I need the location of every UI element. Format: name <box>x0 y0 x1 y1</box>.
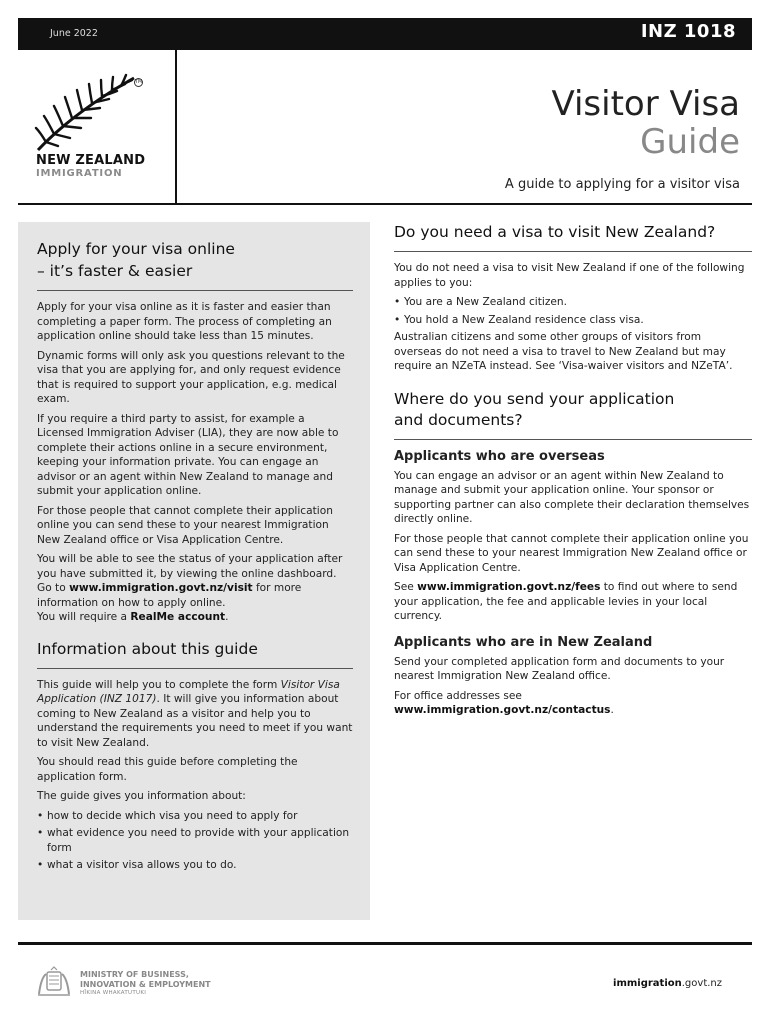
logo-new-zealand: NEW ZEALAND <box>36 153 146 168</box>
text: . <box>610 704 614 716</box>
mbie-logo <box>36 966 246 998</box>
list-item: • You hold a New Zealand residence class visa. <box>394 313 752 328</box>
paragraph: You can engage an advisor or an agent within New Zealand to manage and submit your application online. Your sponsor or supporting partner can also complete their declaration themselves directly online. <box>394 469 750 525</box>
visit-link[interactable]: www.immigration.govt.nz/visit <box>69 582 253 594</box>
header-divider <box>175 50 177 204</box>
site-rest: .govt.nz <box>681 978 722 989</box>
fees-link[interactable]: www.immigration.govt.nz/fees <box>417 581 601 593</box>
mbie-line3: HĪKINA WHAKATUTUKI <box>80 990 147 996</box>
paragraph: Apply for your visa online as it is faster and easier than completing a paper form. The process of completing an application online should take less than 15 minutes. <box>37 301 332 342</box>
paragraph: For those people that cannot complete their application online you can send these to your nearest Immigration New Zealand office or Visa Application Centre. <box>394 532 749 574</box>
title-guide: Guide <box>640 122 740 162</box>
form-code: INZ 1018 <box>640 21 736 42</box>
coat-of-arms-icon <box>36 966 72 998</box>
text: for more information on how to apply online. <box>37 582 302 609</box>
header-rule <box>18 203 752 205</box>
text: . It will give you information about coming to New Zealand as a visitor and help you to understand the requirements you need to meet if you want to visit New Zealand. <box>37 693 353 749</box>
list-item: • how to decide which visa you need to apply for <box>37 809 353 824</box>
logo-immigration: IMMIGRATION <box>36 168 123 179</box>
text: You will require a <box>37 611 131 623</box>
paragraph <box>37 552 353 625</box>
apply-heading-line2: – it’s faster & easier <box>37 262 193 280</box>
title-visitor-visa: Visitor Visa <box>551 84 740 124</box>
apply-heading-line1: Apply for your visa online <box>37 240 235 258</box>
divider <box>394 439 752 440</box>
subtitle: A guide to applying for a visitor visa <box>504 177 740 192</box>
trademark-mark: TM <box>135 79 143 85</box>
mbie-line1: MINISTRY OF BUSINESS, <box>80 970 189 979</box>
header-bar <box>18 18 752 50</box>
list-item: • what evidence you need to provide with your application form <box>37 826 353 855</box>
silver-fern-icon <box>34 72 144 152</box>
realme-account: RealMe account <box>130 611 226 623</box>
overseas-subheading: Applicants who are overseas <box>394 448 605 464</box>
info-guide-heading: Information about this guide <box>37 639 258 658</box>
divider <box>37 290 353 291</box>
divider <box>394 251 752 252</box>
paragraph: You should read this guide before completing the application form. <box>37 756 298 783</box>
paragraph <box>394 580 752 624</box>
text: . <box>225 611 229 623</box>
paragraph: Dynamic forms will only ask you questions relevant to the visa that you are applying for, and only request evidence that is required to support your application, e.g. medical exam. <box>37 349 345 405</box>
mbie-line2: INNOVATION & EMPLOYMENT <box>80 980 211 989</box>
nz-immigration-logo <box>34 72 154 182</box>
contactus-link[interactable]: www.immigration.govt.nz/contactus <box>394 704 611 716</box>
paragraph <box>394 689 752 718</box>
footer-rule <box>18 942 752 945</box>
paragraph: Australian citizens and some other groups of visitors from overseas do not need a visa to travel to New Zealand but may require an NZeTA instead. See ‘Visa-waiver visitors and NZeTA’. <box>394 331 733 372</box>
text: See <box>394 581 418 593</box>
in-nz-subheading: Applicants who are in New Zealand <box>394 634 653 650</box>
right-column <box>394 222 752 723</box>
paragraph: You do not need a visa to visit New Zealand if one of the following applies to you: <box>394 262 745 289</box>
site-bold: immigration <box>613 978 682 989</box>
send-application-heading <box>394 389 752 431</box>
need-visa-heading: Do you need a visa to visit New Zealand? <box>394 223 716 241</box>
text: to find out where to send your application, the fee and applicable levies in your local currency. <box>394 581 738 622</box>
footer-website[interactable] <box>613 978 722 989</box>
text: For office addresses see <box>394 689 522 702</box>
send-heading-line1: Where do you send your application <box>394 389 675 408</box>
left-panel <box>18 222 370 920</box>
apply-online-heading <box>37 238 353 282</box>
paragraph <box>37 678 353 751</box>
publication-date: June 2022 <box>50 28 98 39</box>
text: You will be able to see the status of your application after you have submitted it, by viewing the online dashboard. Go to <box>37 553 343 594</box>
paragraph: If you require a third party to assist, for example a Licensed Immigration Adviser (LIA), they are now able to complete their actions online in a secure environment, keeping your information private. You can engage an advisor or an agent within New Zealand to manage and submit your application online. <box>37 412 339 497</box>
send-heading-line2: and documents? <box>394 410 523 429</box>
paragraph: Send your completed application form and documents to your nearest Immigration New Zealand office. <box>394 655 725 682</box>
divider <box>37 668 353 669</box>
paragraph: The guide gives you information about: <box>37 790 246 802</box>
form-name: Visitor Visa Application (INZ 1017) <box>37 678 340 705</box>
text: This guide will help you to complete the form <box>37 678 281 691</box>
list-item: • what a visitor visa allows you to do. <box>37 858 353 873</box>
list-item: • You are a New Zealand citizen. <box>394 295 752 310</box>
paragraph: For those people that cannot complete their application online you can send these to your nearest Immigration New Zealand office or Visa Application Centre. <box>37 504 333 546</box>
